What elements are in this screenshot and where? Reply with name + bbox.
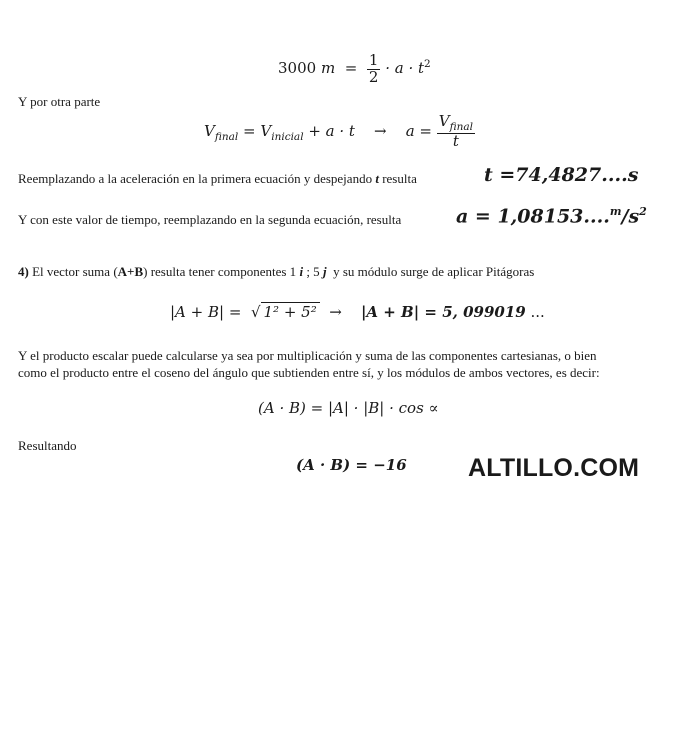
eq2-fraction: [437, 114, 475, 150]
result-a-exp: 2: [639, 205, 647, 218]
eq2-arrow: →: [374, 122, 387, 140]
equation-4: (A · B) = |A| · |B| · cos ∝: [258, 399, 439, 417]
eq1-lhs: 3000: [278, 59, 317, 77]
paragraph-resultando: Resultando: [18, 438, 77, 453]
eq1-numerator: 1: [368, 50, 379, 69]
eq3-lhs: |A + B| =: [170, 303, 242, 321]
eq2-plus-at: + a · t: [308, 122, 355, 140]
altillo-logo: ALTILLO.COM: [468, 454, 640, 482]
paragraph-otra-parte: Y por otra parte: [18, 94, 101, 109]
eq2-v-final: $V_{final}$: [204, 122, 239, 143]
sqrt-icon: √: [250, 303, 261, 321]
item-4-ab: A+B: [117, 264, 144, 279]
paragraph-tiempo: Y con este valor de tiempo, reemplazando en la segunda ecuación, resulta: [18, 212, 402, 227]
eq1-fraction: [367, 50, 381, 86]
equation-3: [170, 300, 545, 324]
eq3-rhs: |A + B| = 5, 099019: [360, 303, 526, 321]
item-4-j: j: [322, 264, 327, 279]
eq3-arrow: →: [329, 303, 342, 321]
eq1-equals: =: [344, 59, 358, 77]
eq1-unit: m: [320, 59, 336, 77]
paragraph-reemplazando: Reemplazando a la aceleración en la primera ecuación y despejando t resulta: [18, 171, 417, 186]
eq1-denominator: 2: [368, 67, 379, 86]
equation-1: [278, 44, 431, 84]
result-a: $a = 1,08153....^m/s^2$: [456, 205, 647, 228]
equation-5: (A · B) = −16: [296, 456, 407, 474]
eq2-numerator: $V_{final}$: [438, 112, 473, 134]
eq3-dots: ...: [530, 303, 545, 321]
equation-2: [204, 110, 475, 152]
eq3-sqrt-body: 1² + 5²: [261, 302, 320, 321]
result-t: t =74,4827....s: [484, 164, 639, 186]
eq2-a-eq: a =: [405, 122, 432, 140]
result-a-unit-m: m: [609, 205, 622, 218]
eq2-v-inicial: $V_{inicial}$: [260, 122, 304, 143]
eq2-equals: =: [243, 122, 256, 140]
paragraph-producto-2: como el producto entre el coseno del ángulo que subtienden entre sí, y los módulos de ambos vectores, es decir:: [18, 365, 600, 380]
result-a-unit-s: /s: [621, 205, 640, 228]
item-4-i: i: [299, 264, 304, 279]
paragraph-producto-1: Y el producto escalar puede calcularse ya sea por multiplicación y suma de las componentes cartesianas, o bien: [18, 348, 597, 363]
eq1-rhs: · a · t: [385, 59, 425, 77]
var-t: t: [375, 171, 379, 186]
item-4-number: 4): [18, 264, 29, 279]
eq1-exponent: 2: [424, 58, 431, 70]
item-4: 4) El vector suma (A+B) resulta tener componentes 1 i ; 5 j y su módulo surge de aplicar Pitágoras: [18, 264, 535, 279]
eq2-denominator: t: [452, 132, 459, 151]
